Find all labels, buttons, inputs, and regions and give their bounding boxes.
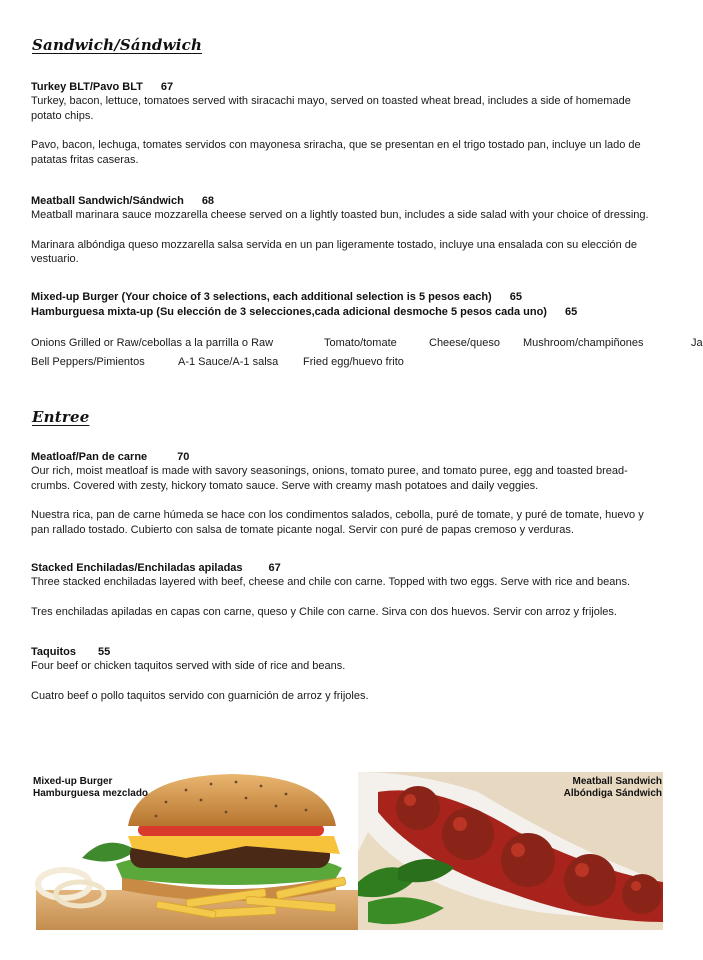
item-title-en	[31, 290, 663, 304]
item-name: Turkey BLT/Pavo BLT	[31, 81, 143, 93]
caption-line-es: Hamburguesa mezclado	[33, 788, 149, 799]
option-a1-sauce: A-1 Sauce/A-1 salsa	[178, 356, 279, 368]
item-name: Meatloaf/Pan de carne	[31, 451, 148, 463]
caption-line-en: Mixed-up Burger	[33, 776, 113, 787]
meatball-photo-caption	[564, 776, 662, 800]
item-name: Meatball Sandwich/Sándwich	[31, 195, 184, 207]
item-description-en: Our rich, moist meatloaf is made with savory seasonings, onions, tomato puree, and tomato puree, egg and toasted bread-crumbs. Covered with zesty, hickory tomato sauce. Serve with creamy mash potatoes and daily veggies.	[31, 465, 628, 492]
item-price: 55	[98, 646, 111, 658]
item-description-en: Meatball marinara sauce mozzarella cheese served on a lightly toasted bun, includes a side salad with your choice of dressing.	[31, 209, 649, 221]
item-description-en: Turkey, bacon, lettuce, tomatoes served with siracachi mayo, served on toasted wheat bread, includes a side of homemade potato chips.	[31, 95, 631, 122]
option-bell-peppers: Bell Peppers/Pimientos	[31, 356, 145, 368]
section-title-sandwich: Sandwich/Sándwich	[32, 36, 203, 54]
item-price: 68	[201, 195, 215, 207]
item-description-es: Pavo, bacon, lechuga, tomates servidos con mayonesa sriracha, que se presentan en el trigo tostado pan, incluye un lado de patatas fritas caseras.	[31, 139, 641, 166]
burger-photo-caption	[33, 776, 148, 800]
option-mushroom: Mushroom/champiñones	[523, 337, 644, 349]
item-title	[31, 80, 663, 94]
item-name: Taquitos	[31, 646, 77, 658]
item-price: 70	[177, 451, 190, 463]
menu-item-turkey-blt	[31, 80, 663, 167]
option-onions: Onions Grilled or Raw/cebollas a la parrilla o Raw	[31, 337, 274, 349]
menu-item-meatball-sandwich	[31, 194, 663, 267]
item-title	[31, 450, 663, 464]
item-description-es: Tres enchiladas apiladas en capas con carne, queso y Chile con carne. Sirva con dos huevos. Servir con arroz y frijoles.	[31, 605, 617, 618]
item-name: Stacked Enchiladas/Enchiladas apiladas	[31, 562, 243, 574]
menu-item-taquitos	[31, 645, 663, 703]
option-tomato: Tomato/tomate	[324, 337, 397, 349]
item-description-en: Four beef or chicken taquitos served with side of rice and beans.	[31, 660, 346, 672]
item-price: 65	[509, 291, 522, 303]
menu-item-mixed-up-burger	[31, 290, 663, 319]
option-cheese: Cheese/queso	[429, 337, 500, 349]
item-description-es: Nuestra rica, pan de carne húmeda se hace con los condimentos salados, cebolla, puré de tomate, y puré de tomate, huevo y pan rallado tostado. Cubierto con salsa de tomate picante nogal. Servir con puré de papas cremoso y verduras.	[31, 509, 644, 536]
item-name: Mixed-up Burger (Your choice of 3 selections, each additional selection is 5 pesos each)	[31, 291, 492, 303]
item-price: 67	[160, 81, 174, 93]
item-price: 65	[564, 306, 578, 318]
menu-item-stacked-enchiladas	[31, 561, 663, 619]
item-title	[31, 194, 663, 208]
caption-line-en: Meatball Sandwich	[572, 776, 662, 787]
caption-line-es: Albóndiga Sándwich	[563, 788, 662, 799]
item-description-en: Three stacked enchiladas layered with beef, cheese and chile con carne. Topped with two eggs. Serve with rice and beans.	[31, 576, 631, 588]
section-title-entree: Entree	[32, 408, 90, 426]
item-title	[31, 645, 663, 659]
item-title	[31, 561, 663, 575]
option-truncated: Ja	[691, 337, 703, 349]
item-title-es	[31, 305, 663, 319]
item-price: 67	[268, 562, 281, 574]
option-fried-egg: Fried egg/huevo frito	[303, 356, 404, 368]
item-description-es: Cuatro beef o pollo taquitos servido con guarnición de arroz y frijoles.	[31, 689, 369, 702]
menu-item-meatloaf	[31, 450, 663, 537]
item-name: Hamburguesa mixta-up (Su elección de 3 selecciones,cada adicional desmoche 5 pesos cada uno)	[31, 306, 547, 318]
item-description-es: Marinara albóndiga queso mozzarella salsa servida en un pan ligeramente tostado, incluye una ensalada con su elección de vestuario.	[31, 238, 637, 265]
